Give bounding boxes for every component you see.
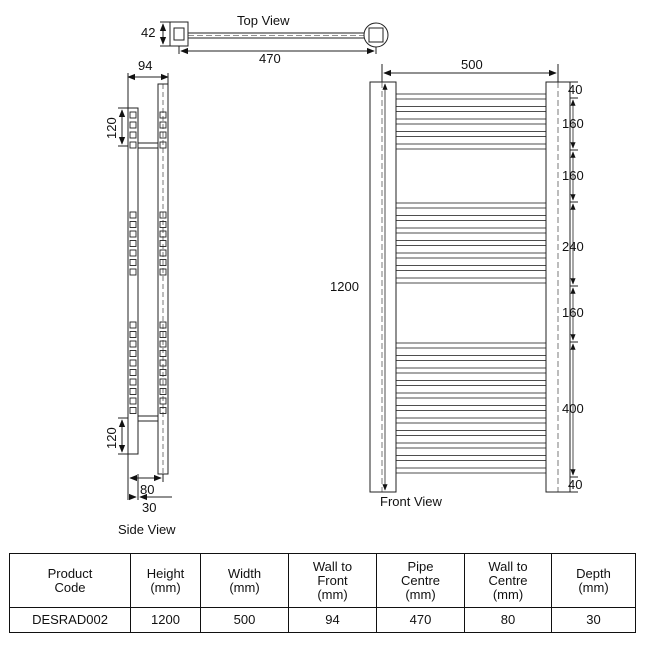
front-view-dim-gap-3: 160 xyxy=(562,168,584,183)
cell-pipe-centre: 470 xyxy=(377,608,465,633)
side-view-dim-depth: 30 xyxy=(142,500,157,515)
header-wall-to-front: Wall to Front (mm) xyxy=(289,554,377,608)
cell-wall-to-centre: 80 xyxy=(465,608,552,633)
top-view-dim-depth: 42 xyxy=(141,25,156,40)
front-rail xyxy=(396,228,546,233)
side-view-dim-width: 94 xyxy=(138,58,153,73)
front-view-dim-width: 500 xyxy=(461,57,483,72)
front-rail xyxy=(396,144,546,149)
side-rail-end-square xyxy=(130,408,136,414)
front-rail xyxy=(396,278,546,283)
side-view xyxy=(104,58,176,537)
side-rail-end-square xyxy=(130,212,136,218)
top-view-dim-pipe-centre: 470 xyxy=(259,51,281,66)
side-view-caption: Side View xyxy=(118,522,176,537)
front-rail xyxy=(396,393,546,398)
header-depth: Depth (mm) xyxy=(552,554,636,608)
side-view-dim-wall-to-centre: 80 xyxy=(140,482,155,497)
side-view-wall-bar xyxy=(128,108,138,454)
front-view-dim-gap-2: 160 xyxy=(562,116,584,131)
side-view-dim-bracket-top: 120 xyxy=(104,117,119,139)
front-view-dim-gap-4: 240 xyxy=(562,239,584,254)
front-rail xyxy=(396,253,546,258)
header-pipe-centre: Pipe Centre (mm) xyxy=(377,554,465,608)
side-rail-end-square xyxy=(130,379,136,385)
front-rail xyxy=(396,356,546,361)
front-rail xyxy=(396,94,546,99)
header-height: Height (mm) xyxy=(131,554,201,608)
cell-height: 1200 xyxy=(131,608,201,633)
front-rail xyxy=(396,406,546,411)
side-rail-end-square xyxy=(130,231,136,237)
front-view-right-upright xyxy=(546,82,570,492)
front-rail xyxy=(396,381,546,386)
table-row xyxy=(10,608,636,633)
front-view-dim-gap-1: 40 xyxy=(568,82,583,97)
header-product-code: Product Code xyxy=(10,554,131,608)
side-view-dim-bracket-bottom: 120 xyxy=(104,427,119,449)
side-rail-end-square xyxy=(130,250,136,256)
top-view xyxy=(141,13,388,66)
front-rail xyxy=(396,368,546,373)
side-rail-end-square xyxy=(130,112,136,118)
cell-wall-to-front: 94 xyxy=(289,608,377,633)
front-view xyxy=(330,57,584,509)
front-rail xyxy=(396,456,546,461)
top-view-left-bracket xyxy=(170,22,188,46)
side-rail-end-square xyxy=(130,351,136,357)
side-rail-end-square xyxy=(130,332,136,338)
front-view-dim-height: 1200 xyxy=(330,279,359,294)
front-view-dim-gap-5: 160 xyxy=(562,305,584,320)
side-rail-end-square xyxy=(130,222,136,228)
side-rail-end-square xyxy=(130,370,136,376)
front-view-caption: Front View xyxy=(380,494,442,509)
side-rail-end-square xyxy=(130,360,136,366)
front-rail xyxy=(396,443,546,448)
front-rail xyxy=(396,132,546,137)
header-wall-to-centre: Wall to Centre (mm) xyxy=(465,554,552,608)
front-rail xyxy=(396,119,546,124)
spec-table-header-row xyxy=(10,554,636,608)
cell-depth: 30 xyxy=(552,608,636,633)
side-rail-end-square xyxy=(130,398,136,404)
front-rail xyxy=(396,266,546,271)
side-rail-end-square xyxy=(130,142,136,148)
front-rail xyxy=(396,343,546,348)
side-rail-end-square xyxy=(130,322,136,328)
side-rail-end-square xyxy=(130,132,136,138)
front-view-dim-gap-7: 40 xyxy=(568,477,583,492)
front-rail xyxy=(396,241,546,246)
front-rail xyxy=(396,203,546,208)
spec-table xyxy=(9,553,636,633)
front-view-dim-gap-6: 400 xyxy=(562,401,584,416)
cell-product-code: DESRAD002 xyxy=(10,608,131,633)
front-view-left-upright xyxy=(370,82,396,492)
cell-width: 500 xyxy=(201,608,289,633)
top-view-title: Top View xyxy=(237,13,290,28)
front-rail xyxy=(396,107,546,112)
side-rail-end-square xyxy=(130,341,136,347)
side-rail-end-square xyxy=(130,241,136,247)
side-rail-end-square xyxy=(130,260,136,266)
side-rail-end-square xyxy=(130,389,136,395)
side-rail-end-square xyxy=(130,122,136,128)
front-rail xyxy=(396,431,546,436)
header-width: Width (mm) xyxy=(201,554,289,608)
front-rail xyxy=(396,216,546,221)
side-rail-end-square xyxy=(130,269,136,275)
top-view-right-bracket xyxy=(364,23,388,47)
front-rail xyxy=(396,468,546,473)
front-rail xyxy=(396,418,546,423)
